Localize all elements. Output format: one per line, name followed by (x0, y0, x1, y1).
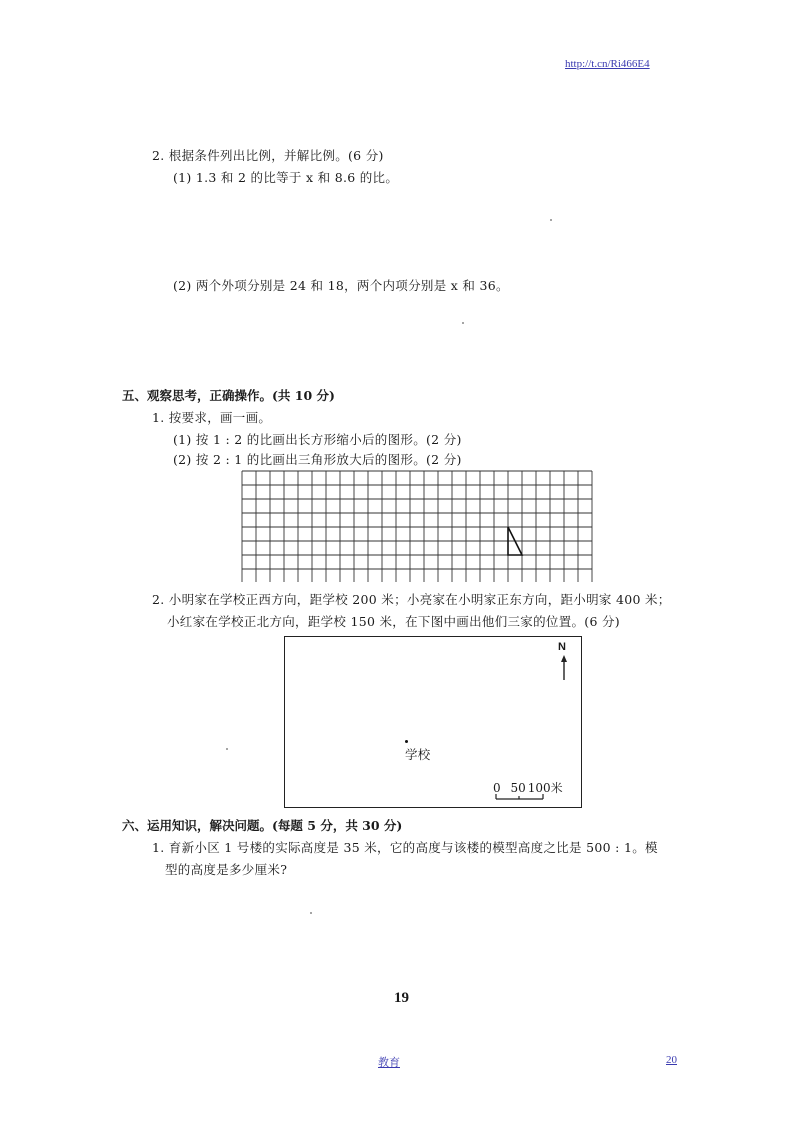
s5-q2-line1: 2. 小明家在学校正西方向，距学校 200 米；小亮家在小明家正东方向，距小明家 400 米； (152, 592, 671, 607)
header-url-link[interactable]: http://t.cn/Ri466E4 (565, 58, 650, 70)
s5-q2-line2: 小红家在学校正北方向，距学校 150 米，在下图中画出他们三家的位置。(6 分) (167, 614, 620, 629)
north-label: N (558, 641, 566, 653)
q2-part1: (1) 1.3 和 2 的比等于 x 和 8.6 的比。 (173, 170, 399, 185)
school-dot (405, 740, 408, 743)
scale-tick-100: 100 (527, 781, 551, 795)
s6-q1-line2: 型的高度是多少厘米? (165, 862, 288, 877)
scale-tick-0: 0 (493, 781, 501, 795)
page-number: 19 (394, 990, 409, 1006)
footer-page-link[interactable]: 20 (666, 1054, 677, 1066)
scan-speck (310, 912, 312, 914)
s5-q1-title: 1. 按要求，画一画。 (152, 410, 272, 425)
q2-title: 2. 根据条件列出比例，并解比例。(6 分) (152, 148, 384, 163)
location-map[interactable] (284, 636, 582, 808)
section6-heading: 六、运用知识，解决问题。(每题 5 分，共 30 分) (122, 818, 403, 833)
s5-q1-part1: (1) 按 1 : 2 的比画出长方形缩小后的图形。(2 分) (173, 432, 462, 447)
q2-part2: (2) 两个外项分别是 24 和 18，两个内项分别是 x 和 36。 (173, 278, 509, 293)
s5-q1-part2: (2) 按 2 : 1 的比画出三角形放大后的图形。(2 分) (173, 452, 462, 467)
scan-speck (462, 322, 464, 324)
s6-q1-line1: 1. 育新小区 1 号楼的实际高度是 35 米，它的高度与该楼的模型高度之比是 500 : 1。模 (152, 840, 658, 855)
scan-speck (226, 748, 228, 750)
school-label: 学校 (405, 747, 431, 762)
scale-tick-50: 50 (510, 781, 526, 795)
scale-bar-line (495, 793, 545, 801)
section5-heading: 五、观察思考，正确操作。(共 10 分) (122, 388, 335, 403)
scan-speck (550, 219, 552, 221)
north-arrow-icon (559, 655, 569, 681)
footer-link[interactable]: 教育 (378, 1056, 400, 1069)
scale-unit: 米 (550, 781, 563, 795)
drawing-grid[interactable] (241, 470, 597, 582)
